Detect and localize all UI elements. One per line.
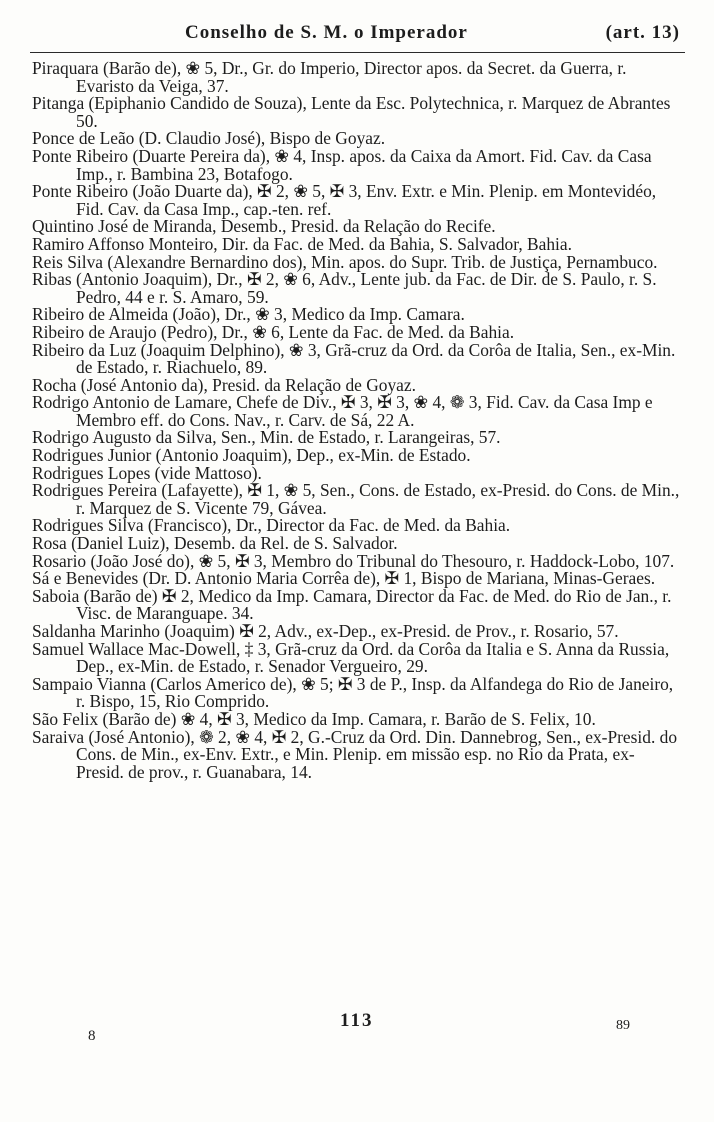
list-item bbox=[32, 482, 682, 517]
entry-text: Ponte Ribeiro (João Duarte da), ✠ 2, ❀ 5, ✠ 3, Env. Extr. e Min. Plenip. em Montevidéo, Fid. Cav. da Casa Imp., cap.-ten. ref. bbox=[32, 181, 661, 219]
entry-text: Samuel Wallace Mac-Dowell, ‡ 3, Grã-cruz da Ord. da Corôa da Italia e S. Anna da Russia, Dep., ex-Min. de Estado, r. Senador Vergueiro, 29. bbox=[32, 638, 674, 677]
list-item bbox=[32, 585, 682, 624]
list-item bbox=[32, 394, 682, 429]
entry-text: Saraiva (José Antonio), ❁ 2, ❀ 4, ✠ 2, G.-Cruz da Ord. Din. Dannebrog, Sen., ex-Presid. do Cons. de Min., ex-Env. Extr., e Min. Plenip. em missão esp. no Rio da Prata, ex-Presid. de prov., r. Guanabara, 14. bbox=[32, 726, 682, 782]
entry-text: Reis Silva (Alexandre Bernardino dos), Min. apos. do Supr. Trib. de Justiça, Pernambuco. bbox=[32, 251, 658, 272]
list-item bbox=[32, 145, 682, 184]
margin-mark: 89 bbox=[616, 1018, 630, 1033]
entry-text: Quintino José de Miranda, Desemb., Presid. da Relação do Recife. bbox=[32, 216, 496, 237]
entry-text: Pitanga (Epiphanio Candido de Souza), Lente da Esc. Polytechnica, r. Marquez de Abrantes 50. bbox=[32, 93, 675, 131]
entry-text: Saboia (Barão de) ✠ 2, Medico da Imp. Camara, Director da Fac. de Med. do Rio de Jan., r. Visc. de Maranguape. 34. bbox=[32, 585, 676, 624]
entry-text: Ribas (Antonio Joaquim), Dr., ✠ 2, ❀ 6, Adv., Lente jub. da Fac. de Dir. de S. Paulo, r. S. Pedro, 44 e r. S. Amaro, 59. bbox=[32, 269, 661, 307]
running-header bbox=[30, 22, 680, 48]
entry-text: Rodrigo Augusto da Silva, Sen., Min. de Estado, r. Larangeiras, 57. bbox=[32, 427, 501, 448]
entry-text: São Felix (Barão de) ❀ 4, ✠ 3, Medico da Imp. Camara, r. Barão de S. Felix, 10. bbox=[32, 708, 596, 729]
entry-text: Ponce de Leão (D. Claudio José), Bispo de Goyaz. bbox=[32, 128, 386, 149]
entry-text: Rodrigo Antonio de Lamare, Chefe de Div., ✠ 3, ✠ 3, ❀ 4, ❁ 3, Fid. Cav. da Casa Imp e Membro eff. do Cons. Nav., r. Carv. de Sá, 22 A. bbox=[32, 392, 657, 430]
entry-text: Ponte Ribeiro (Duarte Pereira da), ❀ 4, Insp. apos. da Caixa da Amort. Fid. Cav. da Casa Imp., r. Bambina 23, Botafogo. bbox=[32, 145, 656, 184]
list-item bbox=[32, 673, 682, 712]
list-item bbox=[32, 95, 682, 130]
entry-text: Ribeiro de Araujo (Pedro), Dr., ❀ 6, Lente da Fac. de Med. da Bahia. bbox=[32, 321, 515, 342]
list-item bbox=[32, 726, 682, 782]
header-rule bbox=[30, 52, 685, 53]
entry-text: Ribeiro de Almeida (João), Dr., ❀ 3, Medico da Imp. Camara. bbox=[32, 304, 465, 325]
list-item bbox=[32, 60, 682, 95]
entry-text: Rosario (João José do), ❀ 5, ✠ 3, Membro do Tribunal do Thesouro, r. Haddock-Lobo, 107. bbox=[32, 550, 675, 571]
entry-text: Rodrigues Lopes (vide Mattoso). bbox=[32, 462, 262, 483]
entry-text: Sampaio Vianna (Carlos Americo de), ❀ 5; ✠ 3 de P., Insp. da Alfandega do Rio de Janeiro, r. Bispo, 15, Rio Comprido. bbox=[32, 673, 678, 712]
entry-text: Rosa (Daniel Luiz), Desemb. da Rel. de S. Salvador. bbox=[32, 533, 398, 554]
page-footer bbox=[0, 1010, 714, 1050]
entry-text: Sá e Benevides (Dr. D. Antonio Maria Corrêa de), ✠ 1, Bispo de Mariana, Minas-Geraes. bbox=[32, 568, 656, 589]
entry-text: Rodrigues Silva (Francisco), Dr., Director da Fac. de Med. da Bahia. bbox=[32, 515, 511, 536]
entry-text: Rodrigues Junior (Antonio Joaquim), Dep., ex-Min. de Estado. bbox=[32, 445, 471, 466]
list-item bbox=[32, 183, 682, 218]
entry-text: Rocha (José Antonio da), Presid. da Relação de Goyaz. bbox=[32, 374, 416, 395]
entry-list bbox=[32, 60, 682, 781]
list-item bbox=[32, 638, 682, 677]
entry-text: Rodrigues Pereira (Lafayette), ✠ 1, ❀ 5, Sen., Cons. de Estado, ex-Presid. do Cons. de Min., r. Marquez de S. Vicente 79, Gávea. bbox=[32, 480, 684, 518]
page-number: 113 bbox=[340, 1010, 374, 1031]
entry-text: Ribeiro da Luz (Joaquim Delphino), ❀ 3, Grã-cruz da Ord. da Corôa de Italia, Sen., ex-Min. de Estado, r. Riachuelo, 89. bbox=[32, 339, 680, 378]
entry-text: Piraquara (Barão de), ❀ 5, Dr., Gr. do Imperio, Director apos. da Secret. da Guerra, r. Evaristo da Veiga, 37. bbox=[32, 58, 631, 96]
header-title: Conselho de S. M. o Imperador bbox=[185, 22, 468, 43]
entry-text: Ramiro Affonso Monteiro, Dir. da Fac. de Med. da Bahia, S. Salvador, Bahia. bbox=[32, 233, 572, 254]
header-article-ref: (art. 13) bbox=[605, 22, 680, 43]
list-item bbox=[32, 339, 682, 378]
entry-text: Saldanha Marinho (Joaquim) ✠ 2, Adv., ex-Dep., ex-Presid. de Prov., r. Rosario, 57. bbox=[32, 621, 619, 641]
list-item bbox=[32, 271, 682, 306]
signature-mark: 8 bbox=[88, 1028, 96, 1044]
